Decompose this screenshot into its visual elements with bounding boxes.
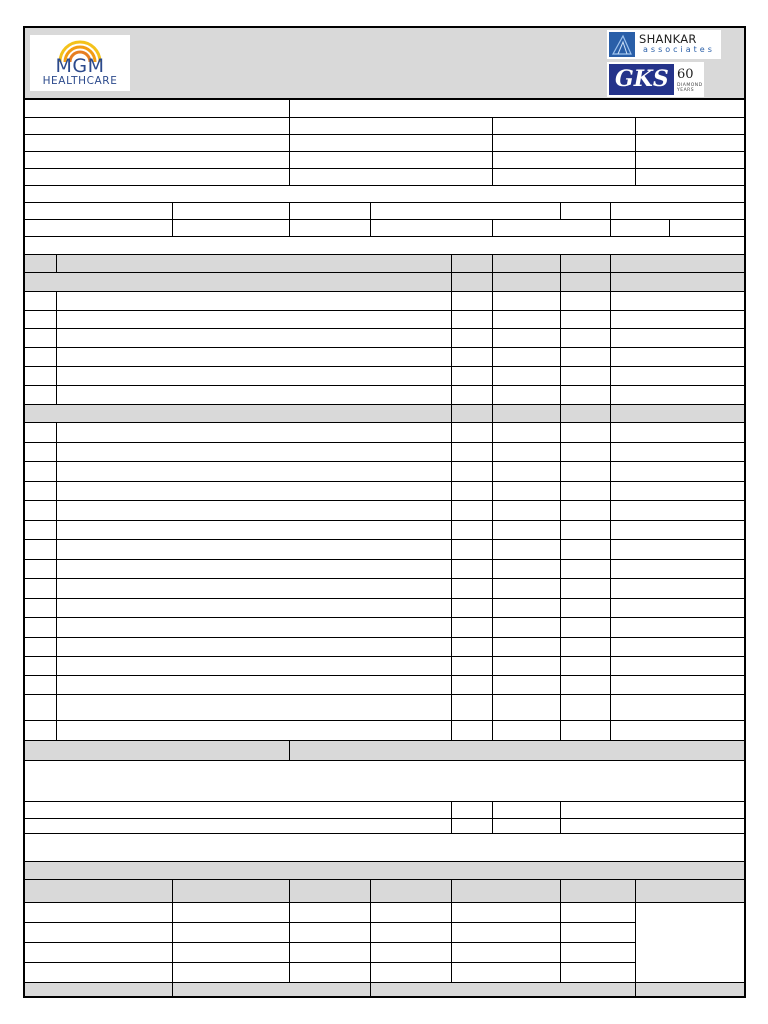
- section-b-item-cell: [23, 461, 57, 482]
- logo-mark-text: MGM: [55, 55, 105, 77]
- section-a-item-cell: [451, 328, 493, 348]
- logo-subtitle-text: HEALTHCARE: [42, 75, 118, 87]
- section-a-item-cell: [451, 385, 493, 405]
- anniversary-number: 60: [677, 67, 694, 82]
- section-b-item-cell: [610, 559, 746, 579]
- section-b-item-cell: [560, 675, 611, 695]
- info-row-cell: [610, 202, 746, 220]
- mgm-healthcare-logo: [30, 35, 130, 91]
- signoff-row-cell: [23, 962, 173, 983]
- section-b-item-cell: [451, 422, 493, 443]
- section-a-item-cell: [492, 310, 561, 329]
- info-row-cell: [492, 151, 636, 169]
- info-row-cell: [635, 117, 746, 135]
- footer-row-cell: [23, 982, 173, 998]
- info-row-cell: [669, 219, 746, 237]
- sign-row-cell: [560, 818, 746, 834]
- caption-line-2: YEARS: [677, 88, 695, 93]
- section-b-item-cell: [23, 720, 57, 741]
- section-b-item-cell: [560, 617, 611, 638]
- section-b-header-row-cell: [451, 404, 493, 423]
- signoff-merged-cell: [635, 902, 746, 983]
- section-b-item-cell: [23, 675, 57, 695]
- section-a-item-cell: [610, 328, 746, 348]
- section-b-item-cell: [610, 578, 746, 599]
- section-b-item-cell: [492, 694, 561, 721]
- footer-row-cell: [172, 982, 371, 998]
- signoff-row-cell: [172, 962, 290, 983]
- sign-row-cell: [492, 818, 561, 834]
- section-b-item-cell: [56, 559, 452, 579]
- section-b-item-cell: [451, 442, 493, 462]
- section-a-item-cell: [560, 347, 611, 367]
- info-row-cell: [492, 134, 636, 152]
- section-b-item-cell: [451, 656, 493, 676]
- table-header-row-cell: [560, 254, 611, 273]
- table-header-row-cell: [451, 254, 493, 273]
- section-a-item-cell: [451, 366, 493, 386]
- section-b-item-cell: [492, 559, 561, 579]
- section-a-item-cell: [56, 347, 452, 367]
- section-b-item-cell: [610, 694, 746, 721]
- signoff-row-cell: [451, 962, 561, 983]
- section-b-item-cell: [560, 720, 611, 741]
- section-b-item-cell: [23, 578, 57, 599]
- info-row-cell: [635, 151, 746, 169]
- info-row-cell: [172, 219, 290, 237]
- remarks-text-area: [23, 760, 746, 802]
- logo-name-text: SHANKAR: [639, 32, 697, 46]
- section-b-item-cell: [56, 520, 452, 540]
- info-row-cell: [492, 168, 636, 186]
- signoff-header-row-cell: [560, 879, 636, 903]
- section-b-item-cell: [560, 559, 611, 579]
- info-row-cell: [289, 134, 493, 152]
- section-a-header-row-cell: [610, 272, 746, 292]
- info-row-cell: [370, 219, 493, 237]
- section-b-item-cell: [451, 675, 493, 695]
- section-b-item-cell: [451, 539, 493, 560]
- section-b-item-cell: [451, 720, 493, 741]
- signoff-row-cell: [560, 962, 636, 983]
- section-b-item-cell: [492, 617, 561, 638]
- section-b-item-cell: [451, 694, 493, 721]
- section-b-item-cell: [451, 578, 493, 599]
- section-b-item-cell: [56, 720, 452, 741]
- section-b-item-cell: [610, 675, 746, 695]
- table-header-row-cell: [610, 254, 746, 273]
- section-a-item-cell: [492, 366, 561, 386]
- section-b-header-row-cell: [610, 404, 746, 423]
- section-b-item-cell: [56, 694, 452, 721]
- section-b-item-cell: [451, 559, 493, 579]
- info-row-cell: [289, 202, 371, 220]
- section-b-item-cell: [560, 461, 611, 482]
- signoff-row-cell: [451, 922, 561, 943]
- info-row-cell: [23, 151, 290, 169]
- section-b-item-cell: [560, 500, 611, 521]
- section-b-item-cell: [23, 520, 57, 540]
- gks-diamond-years-logo: [607, 62, 704, 97]
- signoff-header-row-cell: [370, 879, 452, 903]
- section-a-item-cell: [451, 310, 493, 329]
- section-a-item-cell: [23, 310, 57, 329]
- section-b-item-cell: [23, 500, 57, 521]
- info-row-cell: [289, 151, 493, 169]
- signoff-row-cell: [172, 942, 290, 963]
- info-row-cell: [289, 99, 746, 118]
- section-a-item-cell: [492, 291, 561, 311]
- section-b-item-cell: [492, 481, 561, 501]
- signoff-header-row-cell: [451, 879, 561, 903]
- section-a-item-cell: [560, 310, 611, 329]
- section-b-item-cell: [451, 461, 493, 482]
- signoff-row-cell: [23, 942, 173, 963]
- table-header-row-cell: [23, 254, 57, 273]
- table-header-row-cell: [492, 254, 561, 273]
- remarks-label-row-cell: [289, 740, 746, 761]
- caption-line-1: DIAMOND: [677, 83, 703, 88]
- anniversary-caption: [677, 83, 703, 93]
- section-a-header-row-cell: [23, 272, 452, 292]
- section-b-header-row-cell: [23, 404, 452, 423]
- signoff-row-cell: [289, 902, 371, 923]
- section-b-item-cell: [56, 675, 452, 695]
- section-b-item-cell: [560, 578, 611, 599]
- section-a-item-cell: [451, 291, 493, 311]
- table-header-row-cell: [56, 254, 452, 273]
- info-row-cell: [289, 117, 493, 135]
- info-row-cell: [172, 202, 290, 220]
- signoff-row-cell: [560, 902, 636, 923]
- section-a-header-row-cell: [560, 272, 611, 292]
- section-b-item-cell: [492, 422, 561, 443]
- section-b-item-cell: [492, 500, 561, 521]
- section-b-item-cell: [492, 656, 561, 676]
- info-row-cell: [492, 117, 636, 135]
- section-b-item-cell: [610, 442, 746, 462]
- section-b-item-cell: [492, 598, 561, 618]
- gks-badge-text: GKS: [615, 66, 669, 92]
- section-a-item-cell: [56, 291, 452, 311]
- sign-row-cell: [451, 818, 493, 834]
- section-b-item-cell: [56, 442, 452, 462]
- section-b-item-cell: [610, 461, 746, 482]
- section-a-item-cell: [610, 291, 746, 311]
- info-row-cell: [635, 134, 746, 152]
- section-b-item-cell: [560, 520, 611, 540]
- section-a-item-cell: [23, 347, 57, 367]
- section-b-item-cell: [610, 520, 746, 540]
- section-b-header-row-cell: [560, 404, 611, 423]
- section-b-item-cell: [23, 617, 57, 638]
- footer-row-cell: [635, 982, 746, 998]
- footer-row-cell: [370, 982, 636, 998]
- signoff-row-cell: [370, 902, 452, 923]
- section-a-item-cell: [610, 385, 746, 405]
- signoff-header-row-cell: [635, 879, 746, 903]
- section-a-item-cell: [56, 385, 452, 405]
- section-b-item-cell: [23, 539, 57, 560]
- info-row-cell: [370, 202, 561, 220]
- section-b-item-cell: [560, 694, 611, 721]
- section-b-item-cell: [23, 442, 57, 462]
- section-b-header-row-cell: [492, 404, 561, 423]
- signoff-row-cell: [370, 942, 452, 963]
- section-b-item-cell: [560, 637, 611, 657]
- section-b-item-cell: [56, 656, 452, 676]
- signoff-row-cell: [23, 922, 173, 943]
- info-row-cell: [492, 219, 611, 237]
- signoff-row-cell: [172, 922, 290, 943]
- info-row-cell: [289, 168, 493, 186]
- signoff-row-cell: [23, 902, 173, 923]
- section-a-item-cell: [56, 366, 452, 386]
- info-row-cell: [23, 168, 290, 186]
- section-b-item-cell: [451, 617, 493, 638]
- section-b-item-cell: [610, 539, 746, 560]
- section-b-item-cell: [492, 539, 561, 560]
- section-a-item-cell: [610, 347, 746, 367]
- section-b-item-cell: [610, 422, 746, 443]
- section-b-item-cell: [560, 539, 611, 560]
- section-a-item-cell: [492, 385, 561, 405]
- section-b-item-cell: [56, 617, 452, 638]
- signoff-header-row-cell: [289, 879, 371, 903]
- section-b-item-cell: [610, 656, 746, 676]
- section-a-item-cell: [610, 366, 746, 386]
- info-row-cell: [635, 168, 746, 186]
- signoff-header-row-cell: [23, 879, 173, 903]
- section-b-item-cell: [56, 461, 452, 482]
- section-a-item-cell: [451, 347, 493, 367]
- sign-row-cell: [560, 801, 746, 819]
- section-a-item-cell: [23, 291, 57, 311]
- section-b-item-cell: [56, 481, 452, 501]
- section-b-item-cell: [560, 598, 611, 618]
- info-row-cell: [23, 134, 290, 152]
- section-b-item-cell: [23, 694, 57, 721]
- notes-area: [23, 833, 746, 862]
- signoff-row-cell: [370, 962, 452, 983]
- section-b-item-cell: [492, 442, 561, 462]
- section-b-item-cell: [56, 500, 452, 521]
- section-b-item-cell: [560, 481, 611, 501]
- section-b-item-cell: [610, 500, 746, 521]
- section-a-item-cell: [56, 310, 452, 329]
- signoff-row-cell: [289, 942, 371, 963]
- section-a-item-cell: [23, 385, 57, 405]
- section-b-item-cell: [492, 637, 561, 657]
- section-a-item-cell: [492, 347, 561, 367]
- sign-row-cell: [23, 818, 452, 834]
- section-b-item-cell: [56, 637, 452, 657]
- sign-row-cell: [451, 801, 493, 819]
- shankar-associates-logo: [607, 30, 721, 59]
- building-emblem-icon: [609, 32, 635, 57]
- section-b-item-cell: [492, 720, 561, 741]
- section-a-item-cell: [560, 385, 611, 405]
- section-b-item-cell: [610, 481, 746, 501]
- section-b-item-cell: [451, 637, 493, 657]
- section-b-item-cell: [560, 442, 611, 462]
- signoff-row-cell: [451, 902, 561, 923]
- section-b-item-cell: [610, 598, 746, 618]
- section-a-item-cell: [56, 328, 452, 348]
- signoff-row-cell: [289, 922, 371, 943]
- signoff-row-cell: [451, 942, 561, 963]
- info-row-cell: [23, 202, 173, 220]
- section-b-item-cell: [560, 656, 611, 676]
- section-b-item-cell: [23, 422, 57, 443]
- section-b-item-cell: [23, 656, 57, 676]
- section-a-item-cell: [610, 310, 746, 329]
- section-a-item-cell: [492, 328, 561, 348]
- section-b-item-cell: [560, 422, 611, 443]
- gks-badge: [609, 64, 674, 95]
- section-b-item-cell: [610, 617, 746, 638]
- section-b-item-cell: [492, 675, 561, 695]
- section-a-item-cell: [23, 366, 57, 386]
- section-b-item-cell: [451, 520, 493, 540]
- section-b-item-cell: [492, 520, 561, 540]
- logo-tagline-text: associates: [643, 45, 715, 54]
- section-a-header-row-cell: [451, 272, 493, 292]
- info-row-cell: [610, 219, 670, 237]
- info-row-cell: [23, 219, 173, 237]
- section-b-item-cell: [451, 481, 493, 501]
- section-a-item-cell: [560, 328, 611, 348]
- section-b-item-cell: [492, 461, 561, 482]
- signoff-row-cell: [560, 922, 636, 943]
- remarks-label-row-cell: [23, 740, 290, 761]
- info-row-cell: [560, 202, 611, 220]
- section-b-item-cell: [451, 598, 493, 618]
- signoff-row-cell: [370, 922, 452, 943]
- section-a-item-cell: [23, 328, 57, 348]
- section-b-item-cell: [610, 720, 746, 741]
- section-b-item-cell: [23, 598, 57, 618]
- section-b-item-cell: [56, 539, 452, 560]
- section-b-item-cell: [492, 578, 561, 599]
- section-b-item-cell: [610, 637, 746, 657]
- signoff-title-row: [23, 861, 746, 880]
- section-b-item-cell: [56, 598, 452, 618]
- info-row-cell: [23, 117, 290, 135]
- sign-row-cell: [492, 801, 561, 819]
- signoff-row-cell: [560, 942, 636, 963]
- signoff-row-cell: [172, 902, 290, 923]
- section-a-header-row-cell: [492, 272, 561, 292]
- info-row-cell: [23, 99, 290, 118]
- spacer-row: [23, 236, 746, 255]
- section-b-item-cell: [56, 422, 452, 443]
- sign-row-cell: [23, 801, 452, 819]
- section-b-item-cell: [23, 559, 57, 579]
- section-a-item-cell: [560, 291, 611, 311]
- signoff-row-cell: [289, 962, 371, 983]
- section-a-item-cell: [560, 366, 611, 386]
- section-b-item-cell: [451, 500, 493, 521]
- section-b-item-cell: [56, 578, 452, 599]
- signoff-header-row-cell: [172, 879, 290, 903]
- section-b-item-cell: [23, 637, 57, 657]
- info-row-cell: [289, 219, 371, 237]
- section-b-item-cell: [23, 481, 57, 501]
